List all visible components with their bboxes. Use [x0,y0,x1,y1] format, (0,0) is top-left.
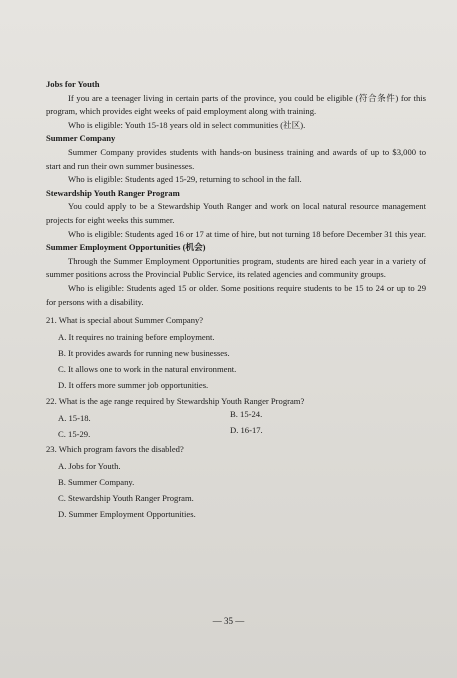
answer-option-d: D. Summer Employment Opportunities. [58,509,196,520]
eligibility-paragraph: Who is eligible: Students aged 15 or older. Some positions require students to be 15 to 24 or up to 29 for persons with a disability. [46,282,426,307]
eligibility-paragraph: Who is eligible: Students aged 15-29, returning to school in the fall. [68,174,302,185]
answer-option-d: D. 16-17. [230,424,263,435]
answer-option-b: B. 15-24. [230,409,263,420]
question-list [46,314,426,522]
question-21 [46,314,426,393]
answer-option-c: C. 15-29. [58,428,91,439]
section-title: Stewardship Youth Ranger Program [46,187,180,198]
answer-option-b: B. It provides awards for running new businesses. [58,347,230,358]
answer-option-a: A. Jobs for Youth. [58,460,121,471]
section-title: Summer Company [46,133,116,144]
eligibility-paragraph: Who is eligible: Youth 15-18 years old in select communities (社区). [68,119,306,130]
section-paragraph: Summer Company provides students with hands-on business training and awards of up to $3,000 to start and run their own summer businesses. [46,146,426,171]
answer-option-grid [58,409,426,441]
section-title: Summer Employment Opportunities (机会) [46,242,206,253]
answer-option-a: A. 15-18. [58,413,91,424]
answer-option-a: A. It requires no training before employment. [58,331,215,342]
question-23 [46,443,426,522]
answer-option-b: B. Summer Company. [58,477,135,487]
section-paragraph: You could apply to be a Stewardship Youth Ranger and work on local natural resource management projects for eight weeks this summer. [46,201,426,225]
section-summer-employment [46,241,426,309]
answer-option-c: C. It allows one to work in the natural environment. [58,364,237,375]
answer-option-d: D. It offers more summer job opportunities. [58,380,209,391]
section-jobs-for-youth [46,78,426,132]
page-content [46,78,426,525]
question-stem: 21. What is special about Summer Company? [46,315,204,326]
section-paragraph: Through the Summer Employment Opportunities program, students are hired each year in a variety of summer positions across the Provincial Public Service, its related agencies and community groups. [46,255,426,280]
page-number: — 35 — [212,616,245,626]
question-22 [46,395,426,441]
eligibility-paragraph: Who is eligible: Students aged 16 or 17 at time of hire, but not turning 18 before December 31 this year. [68,228,426,239]
answer-option-c: C. Stewardship Youth Ranger Program. [58,493,194,504]
section-stewardship-youth-ranger [46,187,426,241]
question-stem: 22. What is the age range required by Stewardship Youth Ranger Program? [46,396,305,407]
section-title: Jobs for Youth [46,79,100,89]
section-summer-company [46,132,426,186]
question-stem: 23. Which program favors the disabled? [46,444,184,455]
section-paragraph: If you are a teenager living in certain parts of the province, you could be eligible (符合条件) for this program, which provides eight weeks of paid employment along with training. [46,92,426,117]
